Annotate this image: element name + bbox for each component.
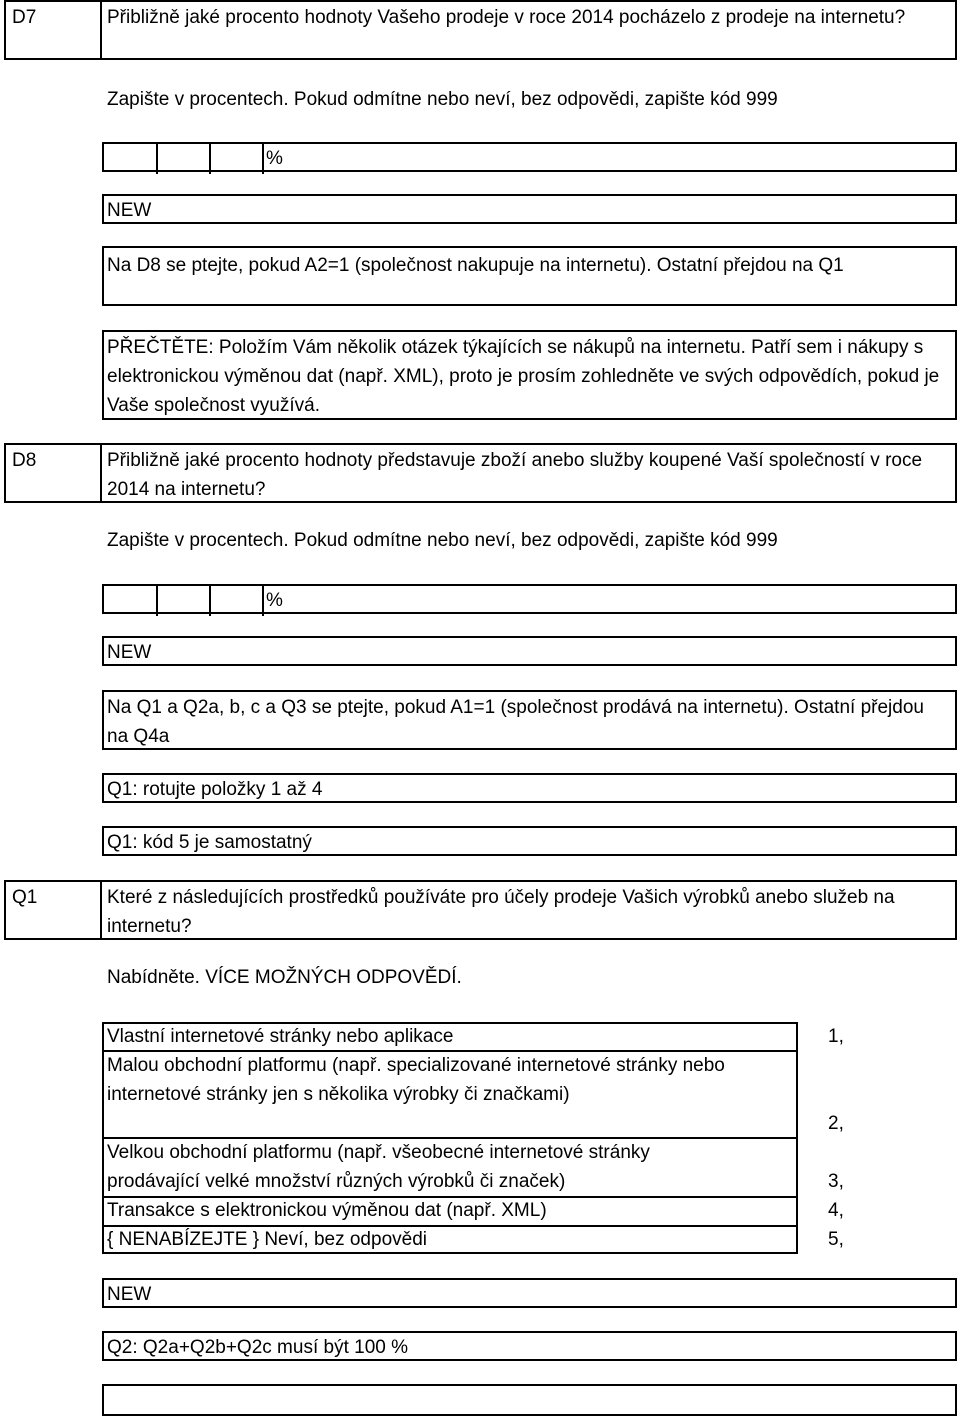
d7-routing-cell — [102, 246, 957, 306]
d8-code5-note: Q1: kód 5 je samostatný — [107, 832, 312, 853]
d7-percent-sign: % — [266, 148, 283, 169]
d7-routing: Na D8 se ptejte, pokud A2=1 (společnost nakupuje na internetu). Ostatní přejdou na Q1 — [107, 255, 844, 276]
q1-option-code[interactable]: 5, — [828, 1229, 844, 1250]
d8-new-label: NEW — [107, 642, 152, 663]
q1-option-code[interactable]: 1, — [828, 1026, 844, 1047]
d8-question: Přibližně jaké procento hodnoty představuje zboží anebo služby koupené Vaší společností v roce 2014 na internetu? — [107, 450, 923, 500]
q1-option-label[interactable]: Transakce s elektronickou výměnou dat (např. XML) — [107, 1200, 547, 1221]
d7-instruction: Zapište v procentech. Pokud odmítne nebo neví, bez odpovědi, zapište kód 999 — [107, 89, 778, 110]
d8-new-cell — [102, 636, 957, 666]
d7-digit-divider — [156, 144, 158, 174]
d7-new-label: NEW — [107, 200, 152, 221]
d8-intro-cell — [102, 330, 957, 420]
q2-note: Q2: Q2a+Q2b+Q2c musí být 100 % — [107, 1337, 408, 1358]
q1-option-label[interactable]: Velkou obchodní platformu (např. všeobecné internetové stránky prodávající velké množství různých výrobků či značek) — [107, 1142, 650, 1192]
d8-routing-cell — [102, 690, 957, 750]
d7-question-cell — [100, 0, 957, 60]
d8-digit-divider — [156, 586, 158, 616]
q1-new-cell — [102, 1278, 957, 1308]
d8-routing: Na Q1 a Q2a, b, c a Q3 se ptejte, pokud A1=1 (společnost prodává na internetu). Ostatní přejdou na Q4a — [107, 697, 924, 747]
q1-option-label[interactable]: { NENABÍZEJTE } Neví, bez odpovědi — [107, 1229, 427, 1250]
q1-option-code[interactable]: 4, — [828, 1200, 844, 1221]
d8-rotate-note-cell — [102, 773, 957, 803]
q1-option-code[interactable]: 3, — [828, 1171, 844, 1192]
d8-digit-divider — [209, 586, 211, 616]
d8-digit-divider — [262, 586, 264, 616]
q1-question-cell — [100, 880, 957, 940]
d8-intro: PŘEČTĚTE: Položím Vám několik otázek týkajících se nákupů na internetu. Patří sem i nákupy s elektronickou výměnou dat (např. XML), proto je prosím zohledněte ve svých odpovědích, pokud je Vaše společnost využívá. — [107, 337, 940, 416]
d8-percent-input[interactable] — [102, 584, 957, 614]
d8-code: D8 — [12, 450, 37, 471]
d8-percent-sign: % — [266, 590, 283, 611]
q1-code-cell — [4, 880, 102, 940]
d7-question: Přibližně jaké procento hodnoty Vašeho prodeje v roce 2014 pocházelo z prodeje na internetu? — [107, 7, 906, 28]
d7-code-cell — [4, 0, 102, 60]
q1-instruction: Nabídněte. VÍCE MOŽNÝCH ODPOVĚDÍ. — [107, 967, 462, 988]
q1-code: Q1 — [12, 887, 38, 908]
d8-rotate-note: Q1: rotujte položky 1 až 4 — [107, 779, 323, 800]
q1-option-code[interactable]: 2, — [828, 1113, 844, 1134]
d8-code-cell — [4, 443, 102, 503]
d7-percent-input[interactable] — [102, 142, 957, 172]
d7-digit-divider — [262, 144, 264, 174]
d7-digit-divider — [209, 144, 211, 174]
q1-option-label[interactable]: Vlastní internetové stránky nebo aplikace — [107, 1026, 454, 1047]
q1-question: Které z následujících prostředků používáte pro účely prodeje Vašich výrobků anebo služeb na internetu? — [107, 887, 895, 937]
d8-code5-note-cell — [102, 826, 957, 856]
empty-cell — [102, 1384, 957, 1416]
d8-question-cell — [100, 443, 957, 503]
q1-option-label[interactable]: Malou obchodní platformu (např. specializované internetové stránky nebo internetové stránky jen s několika výrobky či značkami) — [107, 1055, 725, 1105]
d7-code: D7 — [12, 7, 37, 28]
d8-instruction: Zapište v procentech. Pokud odmítne nebo neví, bez odpovědi, zapište kód 999 — [107, 530, 778, 551]
q2-note-cell — [102, 1331, 957, 1361]
q1-new-label: NEW — [107, 1284, 152, 1305]
d7-new-cell — [102, 194, 957, 224]
